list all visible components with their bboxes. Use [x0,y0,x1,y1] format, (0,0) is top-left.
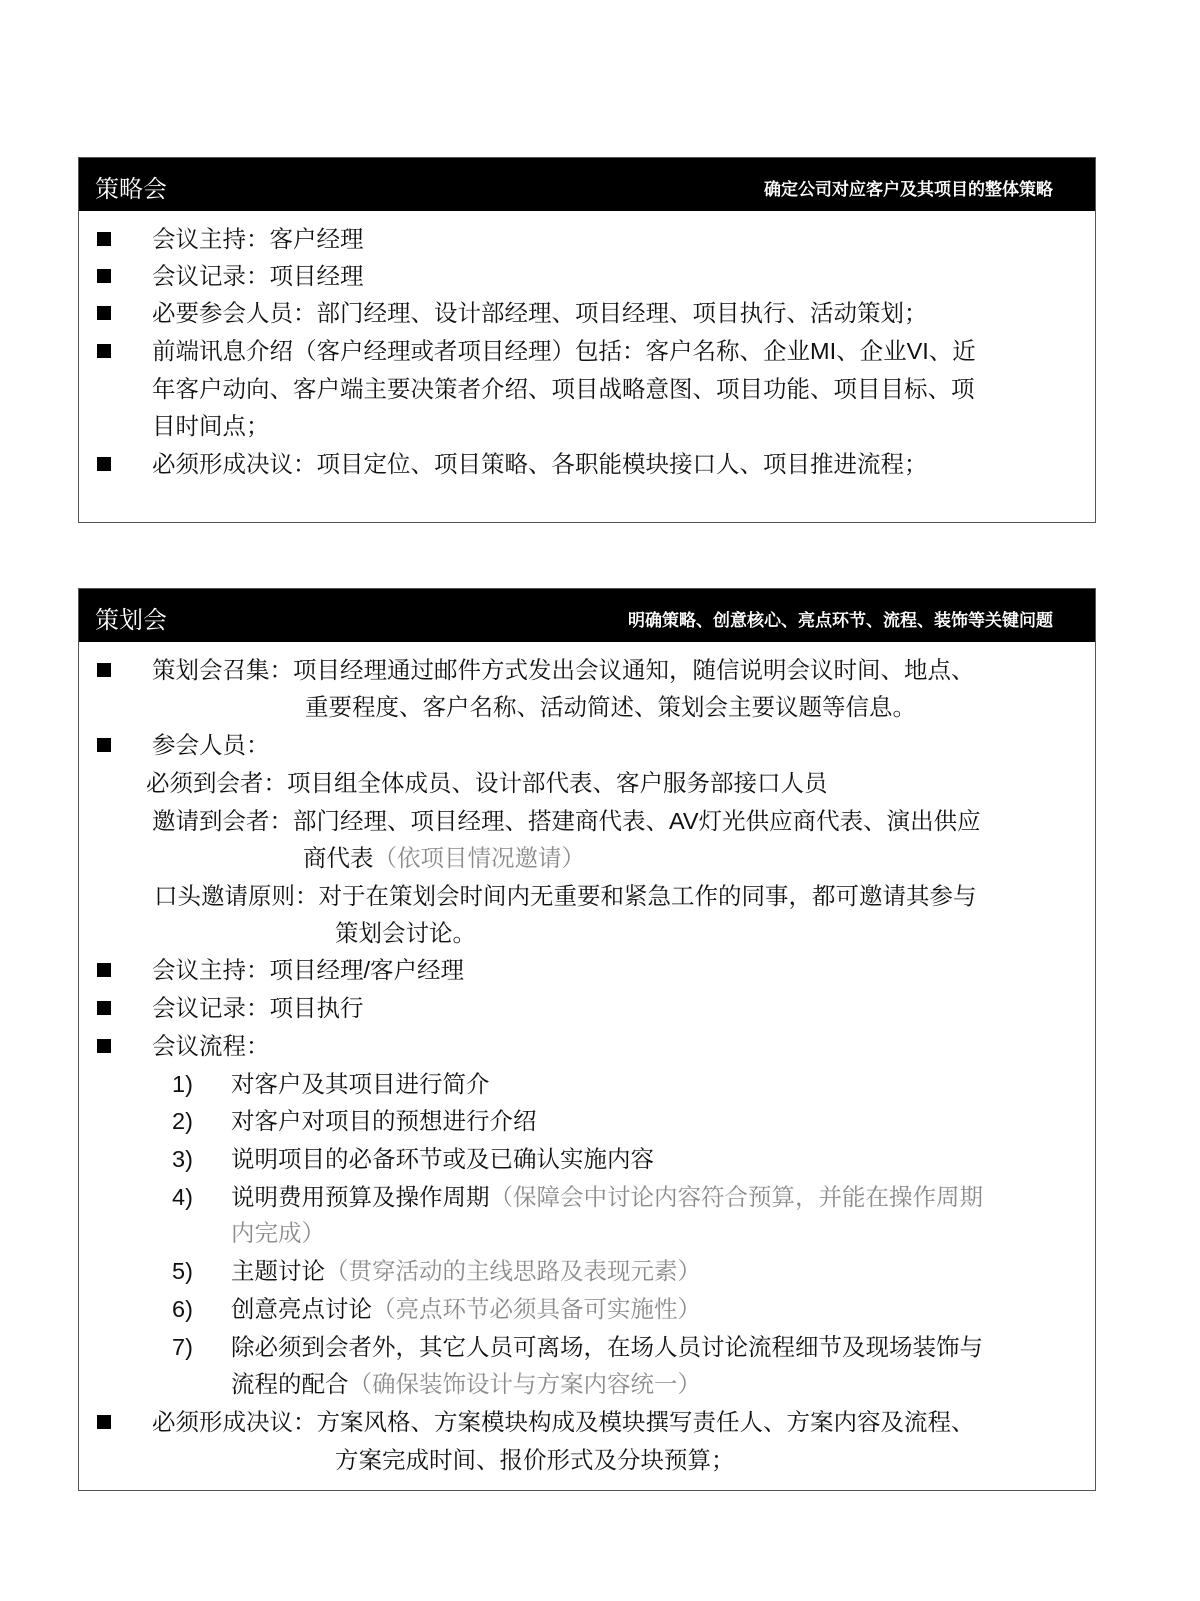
flow-step-note-cont: 内完成） [231,1220,325,1246]
flow-num: 1) [172,1071,193,1097]
list-item: 前端讯息介绍（客户经理或者项目经理）包括：客户名称、企业MI、企业VI、近 [152,338,976,364]
bullet-icon [97,269,111,283]
list-item-cont: 目时间点； [152,413,270,439]
verbal-invite-rule: 口头邀请原则：对于在策划会时间内无重要和紧急工作的同事，都可邀请其参与 [154,883,977,909]
list-item: 必要参会人员：部门经理、设计部经理、项目经理、项目执行、活动策划； [152,300,928,326]
bullet-icon [97,1001,111,1015]
invited-attendees: 邀请到会者：部门经理、项目经理、搭建商代表、AV灯光供应商代表、演出供应 [152,808,981,834]
list-item: 会议主持：客户经理 [152,226,364,252]
flow-num: 4) [172,1184,193,1210]
flow-step [231,1294,701,1324]
flow-num: 6) [172,1296,193,1322]
section-header [79,158,1095,211]
flow-step-text: 创意亮点讨论 [231,1296,372,1322]
bullet-icon [97,963,111,977]
invited-note: （依项目情况邀请） [373,845,585,871]
flow-num: 2) [172,1108,193,1134]
recorder-item: 会议记录：项目执行 [152,995,364,1021]
flow-step [231,1256,701,1286]
flow-step-cont [231,1369,701,1399]
attendees-label: 参会人员： [152,732,270,758]
section-subtitle: 明确策略、创意核心、亮点环节、流程、装饰等关键问题 [628,611,1053,630]
convene-item-cont: 重要程度、客户名称、活动简述、策划会主要议题等信息。 [305,694,916,720]
flow-step: 对客户对项目的预想进行介绍 [231,1108,537,1134]
flow-step-note: （贯穿活动的主线思路及表现元素） [325,1258,701,1284]
bullet-icon [97,1039,111,1053]
flow-num: 3) [172,1146,193,1172]
bullet-icon [97,738,111,752]
list-item: 会议记录：项目经理 [152,263,364,289]
section-title: 策略会 [95,176,167,203]
section-title: 策划会 [95,607,167,634]
convene-item: 策划会召集：项目经理通过邮件方式发出会议通知，随信说明会议时间、地点、 [152,657,975,683]
bullet-icon [97,306,111,320]
flow-step-note: （保障会中讨论内容符合预算，并能在操作周期 [489,1184,983,1210]
flow-num: 5) [172,1258,193,1284]
resolution-item-cont: 方案完成时间、报价形式及分块预算； [335,1447,735,1473]
section-header [79,589,1095,642]
flow-step: 对客户及其项目进行简介 [231,1071,490,1097]
list-item: 必须形成决议：项目定位、项目策略、各职能模块接口人、项目推进流程； [152,451,928,477]
list-item-cont: 年客户动向、客户端主要决策者介绍、项目战略意图、项目功能、项目目标、项 [152,376,975,402]
flow-label: 会议流程： [152,1033,270,1059]
flow-num: 7) [172,1334,193,1360]
flow-step-note: （确保装饰设计与方案内容统一） [348,1371,701,1397]
bullet-icon [97,1415,111,1429]
invited-attendees-cont [303,843,585,873]
flow-step-text: 主题讨论 [231,1258,325,1284]
bullet-icon [97,457,111,471]
flow-step-text: 流程的配合 [231,1371,349,1397]
verbal-invite-rule-cont: 策划会讨论。 [335,920,476,946]
invited-text: 商代表 [303,845,374,871]
planning-meeting-section [78,588,1096,1491]
host-item: 会议主持：项目经理/客户经理 [152,957,465,983]
flow-step [231,1182,983,1212]
flow-step-note: （亮点环节必须具备可实施性） [372,1296,701,1322]
bullet-icon [97,663,111,677]
required-attendees: 必须到会者：项目组全体成员、设计部代表、客户服务部接口人员 [146,770,828,796]
flow-step: 说明项目的必备环节或及已确认实施内容 [231,1146,654,1172]
flow-step: 除必须到会者外，其它人员可离场，在场人员讨论流程细节及现场装饰与 [231,1334,983,1360]
section-subtitle: 确定公司对应客户及其项目的整体策略 [764,180,1053,199]
bullet-icon [97,232,111,246]
flow-step-text: 说明费用预算及操作周期 [231,1184,490,1210]
resolution-item: 必须形成决议：方案风格、方案模块构成及模块撰写责任人、方案内容及流程、 [152,1409,975,1435]
strategy-meeting-section [78,157,1096,523]
bullet-icon [97,344,111,358]
